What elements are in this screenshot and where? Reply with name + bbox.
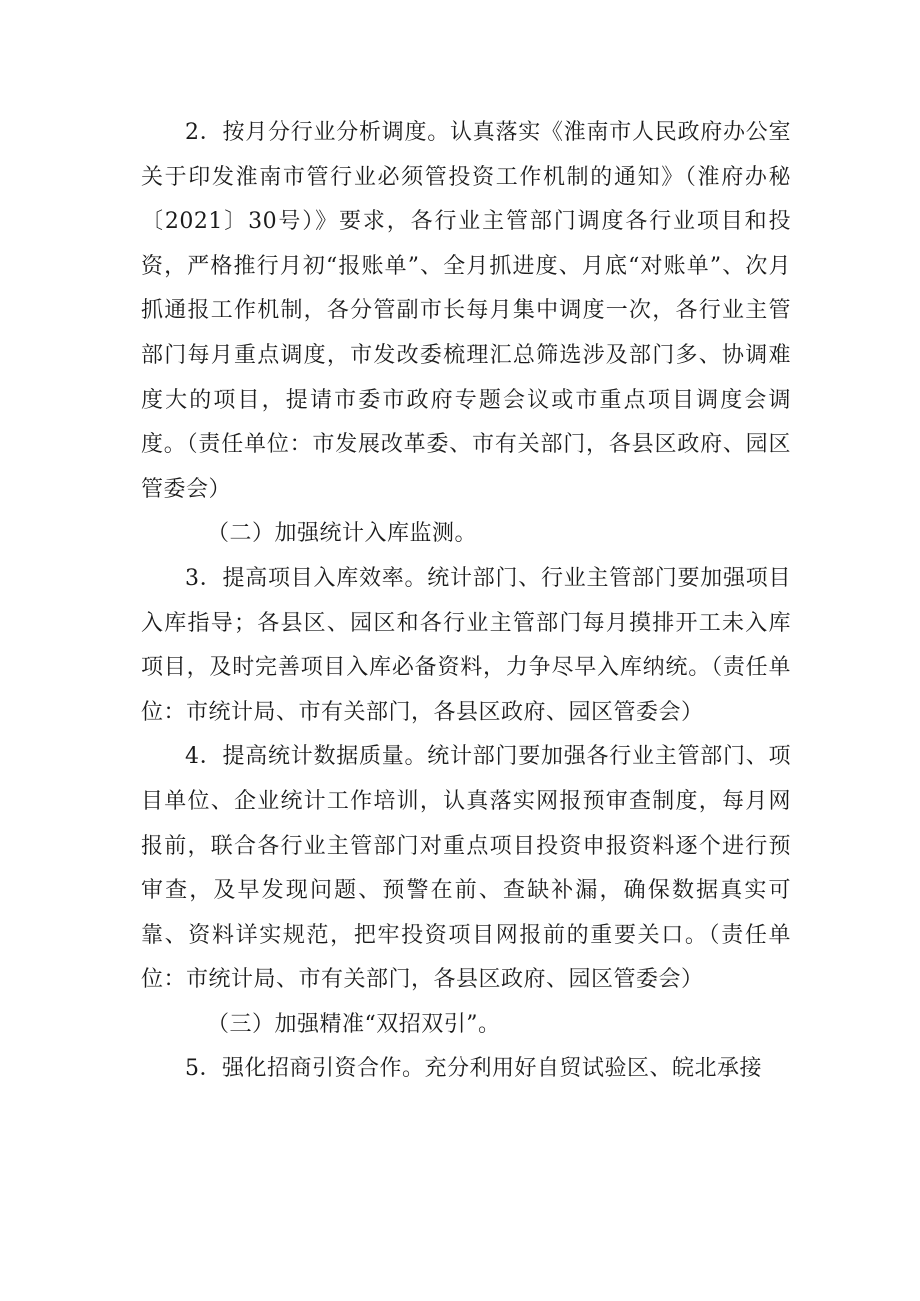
- paragraph-item-4: 4．提高统计数据质量。统计部门要加强各行业主管部门、项目单位、企业统计工作培训，认真落实网报预审查制度，每月网报前，联合各行业主管部门对重点项目投资申报资料逐个进行预审查，及早发现问题、预警在前、查缺补漏，确保数据真实可靠、资料详实规范，把牢投资项目网报前的重要关口。（责任单位：市统计局、市有关部门，各县区政府、园区管委会）: [141, 744, 791, 993]
- section-heading-3: （三）加强精准“双招双引”。: [207, 1011, 501, 1037]
- paragraph-item-5: 5．强化招商引资合作。充分利用好自贸试验区、皖北承接: [185, 1056, 762, 1082]
- section-heading-2: （二）加强统计入库监测。: [207, 521, 478, 547]
- paragraph-item-2: 2．按月分行业分析调度。认真落实《淮南市人民政府办公室关于印发淮南市管行业必须管投资工作机制的通知》（淮府办秘〔2021〕30号）》要求，各行业主管部门调度各行业项目和投资，严格推行月初“报账单”、全月抓进度、月底“对账单”、次月抓通报工作机制，各分管副市长每月集中调度一次，各行业主管部门每月重点调度，市发改委梳理汇总筛选涉及部门多、协调难度大的项目，提请市委市政府专题会议或市重点项目调度会调度。（责任单位：市发展改革委、市有关部门，各县区政府、园区管委会）: [141, 120, 791, 502]
- paragraph-item-3: 3．提高项目入库效率。统计部门、行业主管部门要加强项目入库指导；各县区、园区和各行业主管部门每月摸排开工未入库项目，及时完善项目入库必备资料，力争尽早入库纳统。（责任单位：市统计局、市有关部门，各县区政府、园区管委会）: [141, 565, 791, 725]
- document-body: [141, 111, 791, 1092]
